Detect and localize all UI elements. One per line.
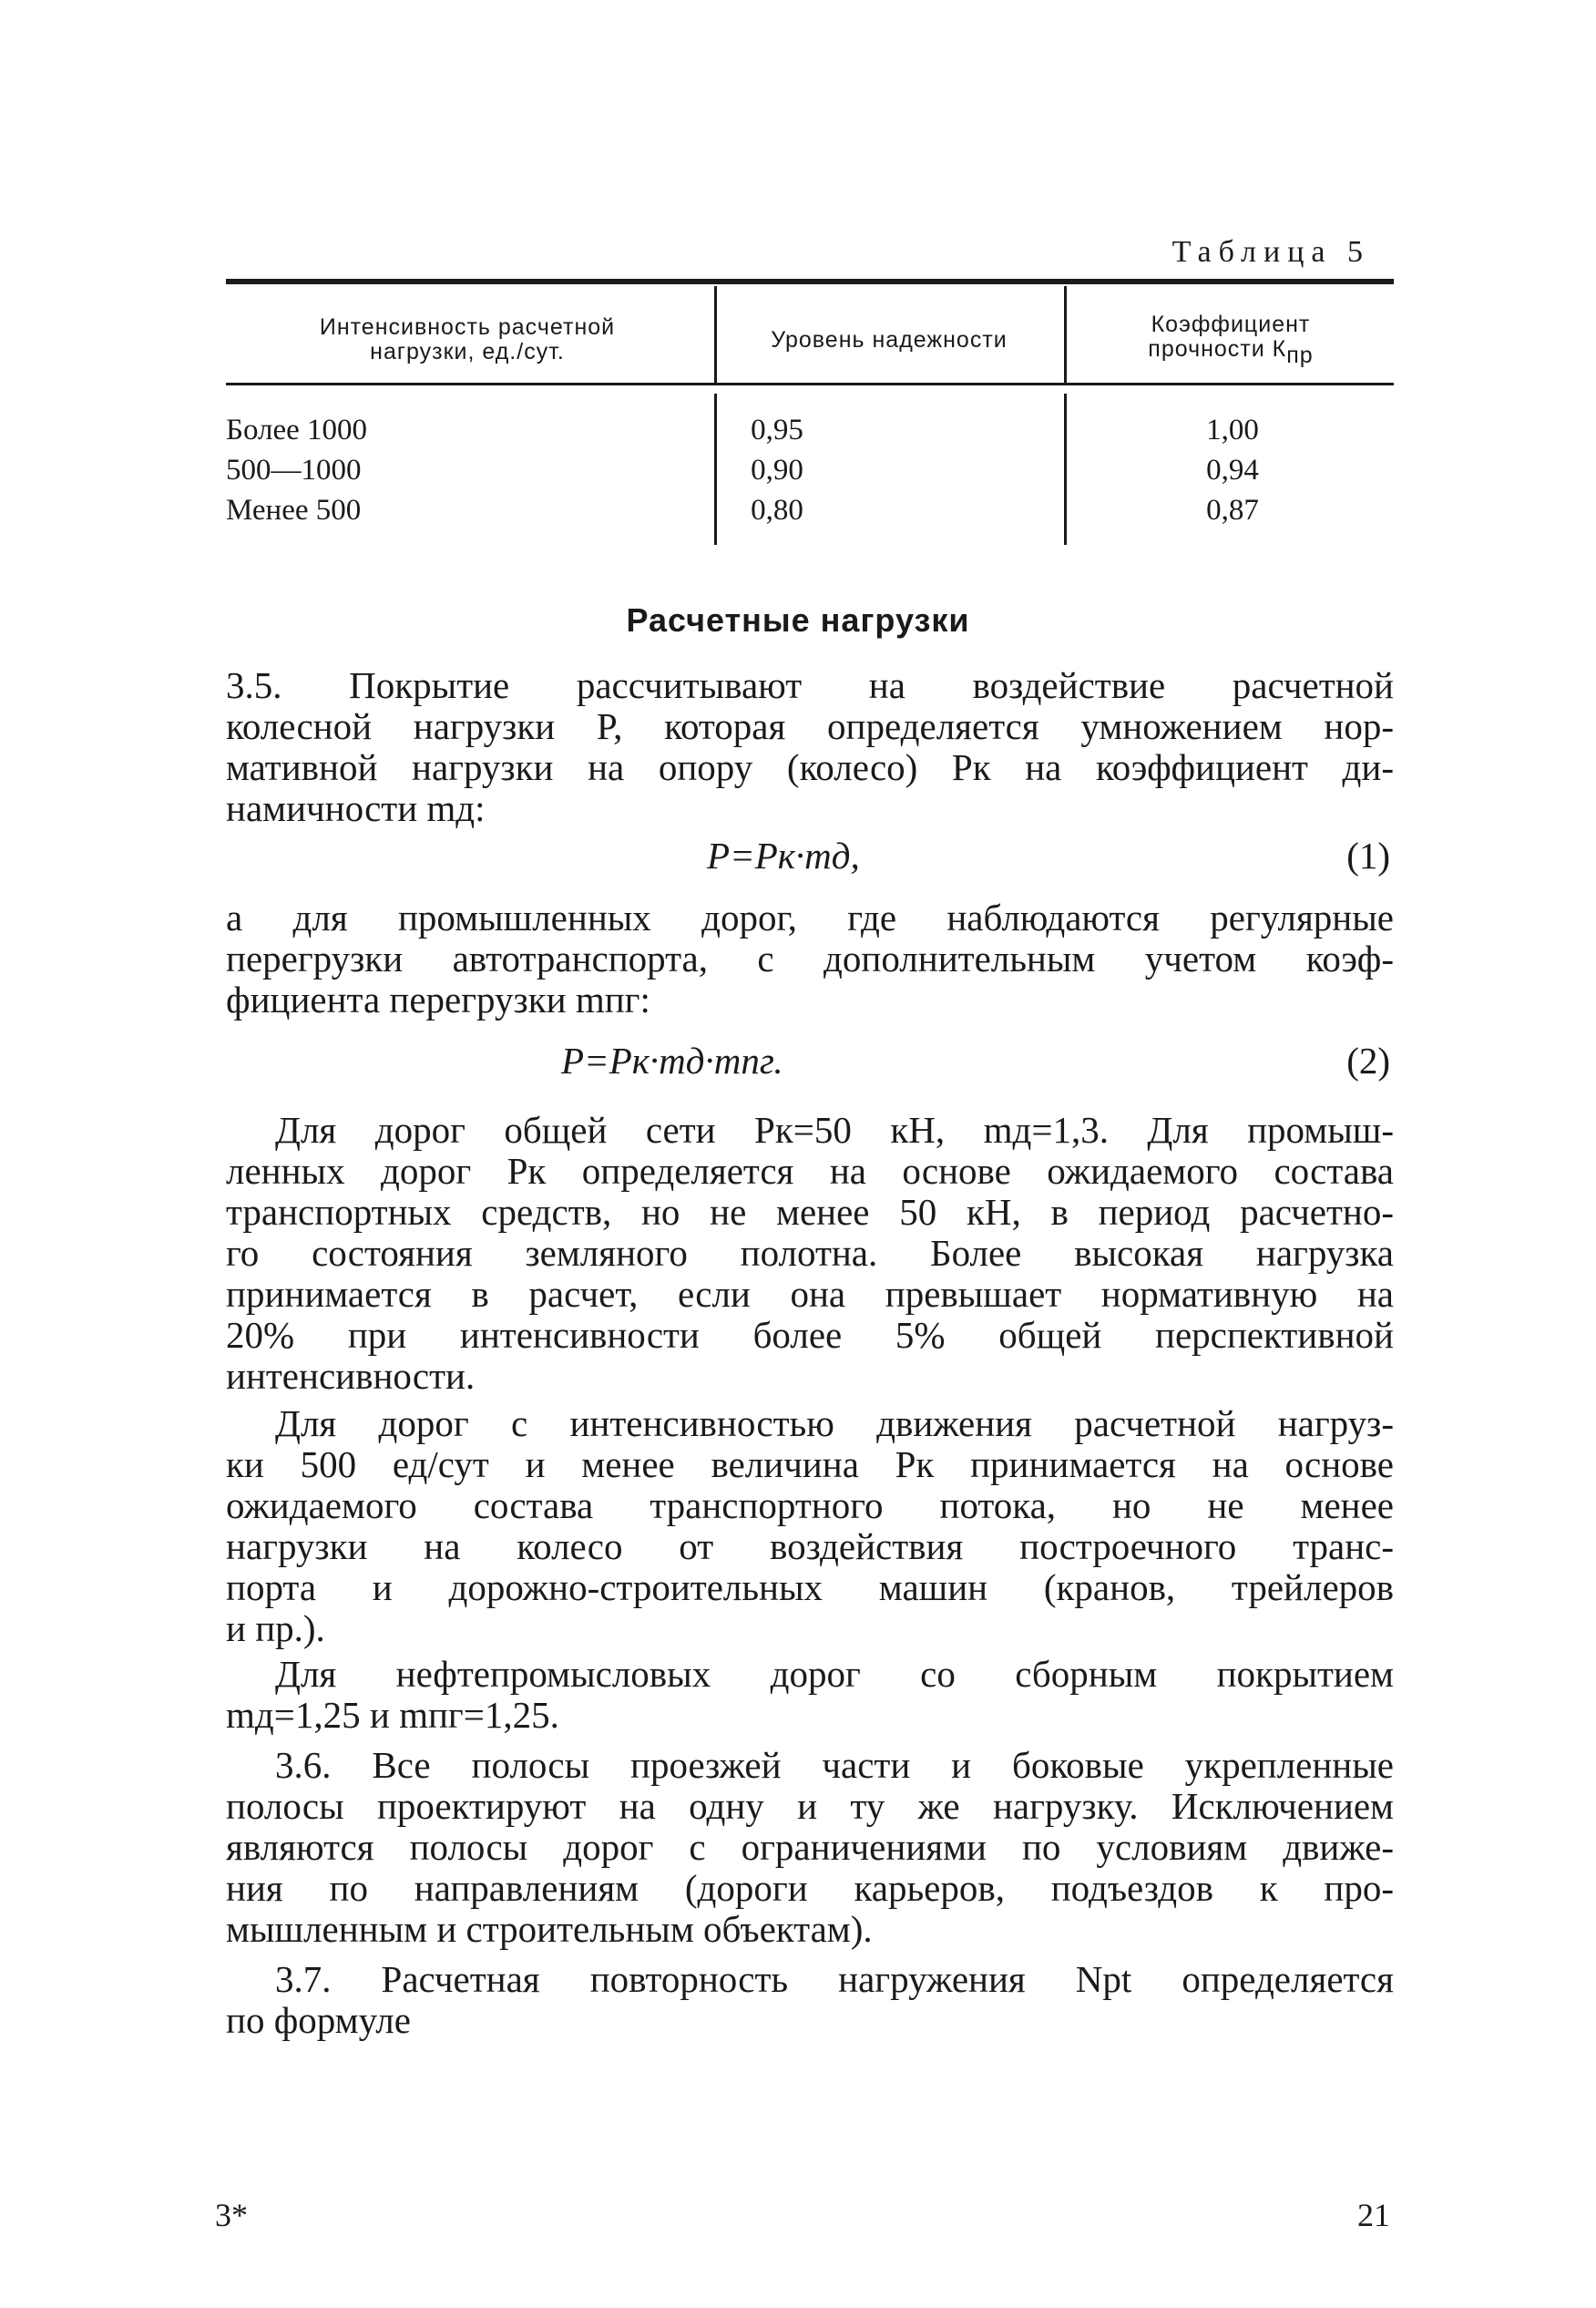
table-row	[226, 494, 1394, 534]
text-line: принимается в расчет, если она превышает нормативную на	[226, 1273, 1394, 1315]
text-line: 20% при интенсивности более 5% общей перспективной	[226, 1314, 1394, 1356]
text-line: Для нефтепромысловых дорог со сборным покрытием	[275, 1653, 1394, 1695]
table-cell: 500—1000	[226, 454, 362, 487]
table-cell: Более 1000	[226, 414, 368, 446]
text-line: го состояния земляного полотна. Более высокая нагрузка	[226, 1232, 1394, 1274]
text-line: перегрузки автотранспорта, с дополнительным учетом коэф-	[226, 938, 1394, 980]
text-line: Для дорог с интенсивностью движения расчетной нагруз-	[275, 1402, 1394, 1444]
text-line: ки 500 ед/сут и менее величина Pк принимается на основе	[226, 1443, 1394, 1485]
formula-2: P=Pк·mд·mпг.	[561, 1040, 783, 1082]
text-line: мышленным и строительным объектам).	[226, 1908, 873, 1950]
text-line: полосы проектируют на одну и ту же нагрузку. Исключением	[226, 1785, 1394, 1827]
table-cell: 1,00	[1206, 414, 1259, 446]
text-line: ожидаемого состава транспортного потока, но не менее	[226, 1484, 1394, 1526]
table-cell: 0,87	[1206, 494, 1259, 527]
table-header-reliability: Уровень надежности	[771, 326, 1008, 353]
table-cell: Менее 500	[226, 494, 362, 527]
header-divider-2	[1064, 286, 1067, 385]
text-line: фициента перегрузки mпг:	[226, 979, 650, 1021]
text-line: а для промышленных дорог, где наблюдаются регулярные	[226, 897, 1394, 939]
text-line: ния по направлениям (дороги карьеров, подъездов к про-	[226, 1867, 1394, 1909]
text-line: 3.5. Покрытие рассчитывают на воздействие расчетной	[226, 664, 1394, 706]
text-line: порта и дорожно-строительных машин (кранов, трейлеров	[226, 1566, 1394, 1608]
text-line: по формуле	[226, 1999, 411, 2041]
header-divider-1	[714, 286, 717, 385]
section-heading: Расчетные нагрузки	[626, 601, 970, 639]
text-line: Для дорог общей сети Pк=50 кН, mд=1,3. Для промыш-	[275, 1109, 1394, 1151]
table-cell: 0,90	[751, 454, 803, 487]
text-line: 3.6. Все полосы проезжей части и боковые укрепленные	[275, 1744, 1394, 1786]
signature-mark: 3*	[215, 2197, 248, 2233]
text-line: ленных дорог Pк определяется на основе ожидаемого состава	[226, 1150, 1394, 1192]
text-line: мативной нагрузки на опору (колесо) Pк на коэффициент ди-	[226, 746, 1394, 788]
text-line: намичности mд:	[226, 787, 486, 829]
text-line: и пр.).	[226, 1607, 325, 1649]
table-cell: 0,95	[751, 414, 803, 446]
table-label: Таблица 5	[1171, 235, 1370, 269]
table-cell: 0,94	[1206, 454, 1259, 487]
table-top-rule	[226, 279, 1394, 284]
table-row	[226, 414, 1394, 454]
table-row	[226, 454, 1394, 494]
text-line: нагрузки на колесо от воздействия построечного транс-	[226, 1525, 1394, 1567]
table-header-intensity: Интенсивность расчетной нагрузки, ед./сут.	[319, 314, 616, 364]
text-line: колесной нагрузки P, которая определяется умножением нор-	[226, 705, 1394, 747]
formula-2-number: (2)	[1346, 1040, 1390, 1082]
text-line: являются полосы дорог с ограничениями по условиям движе-	[226, 1826, 1394, 1868]
table-header-rule	[226, 383, 1394, 385]
table-cell: 0,80	[751, 494, 803, 527]
formula-1: P=Pк·mд,	[707, 835, 860, 877]
formula-1-number: (1)	[1346, 835, 1390, 877]
text-line: mд=1,25 и mпг=1,25.	[226, 1694, 559, 1736]
text-line: транспортных средств, но не менее 50 кН, в период расчетно-	[226, 1191, 1394, 1233]
text-line: интенсивности.	[226, 1355, 476, 1397]
table-header-strength-coefficient: Коэффициент прочности Кпр	[1148, 311, 1314, 368]
text-line: 3.7. Расчетная повторность нагружения Npt определяется	[275, 1958, 1394, 2000]
page-number: 21	[1357, 2197, 1390, 2233]
